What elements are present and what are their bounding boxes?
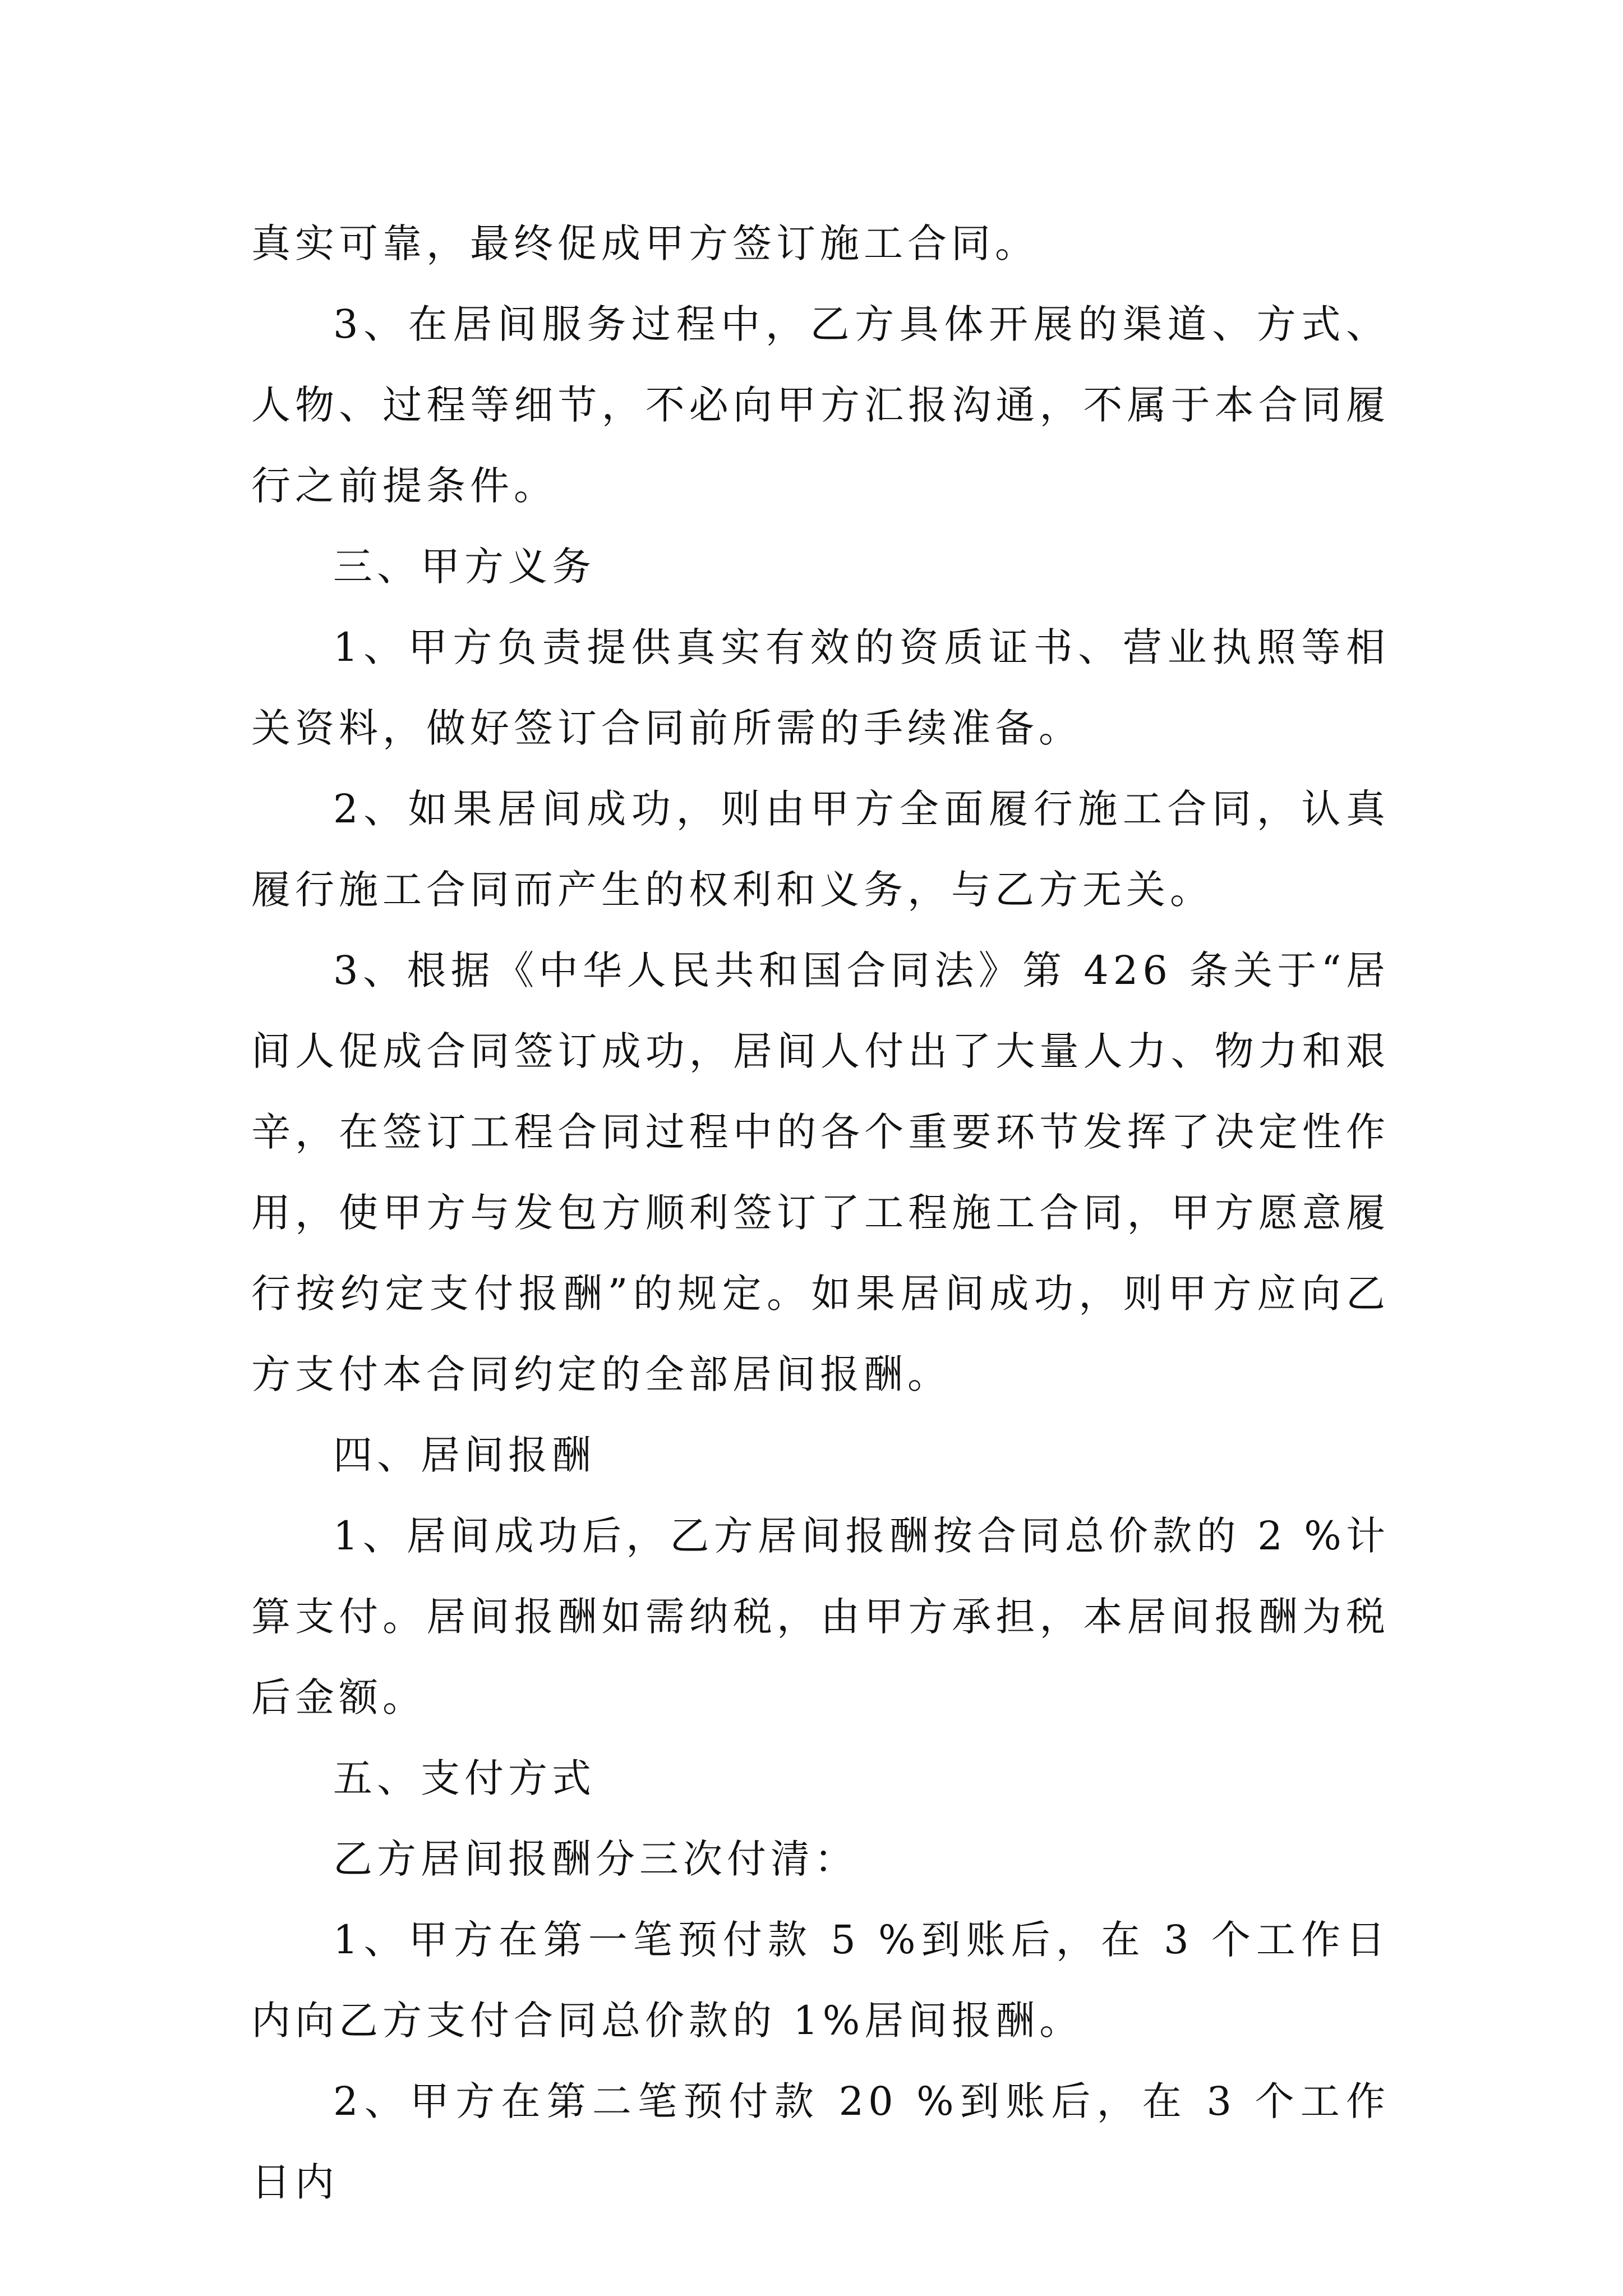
clause-3-1: 1、甲方负责提供真实有效的资质证书、营业执照等相关资料，做好签订合同前所需的手续准备。 bbox=[251, 624, 1390, 751]
clause-5-2: 2、甲方在第二笔预付款 20 %到账后，在 3 个工作日内 bbox=[251, 2078, 1390, 2205]
clause-4-1: 1、居间成功后，乙方居间报酬按合同总价款的 2 %计算支付。居间报酬如需纳税，由甲方承担，本居间报酬为税后金额。 bbox=[251, 1513, 1390, 1720]
clause-2-3: 3、在居间服务过程中，乙方具体开展的渠道、方式、人物、过程等细节，不必向甲方汇报沟通，不属于本合同履行之前提条件。 bbox=[251, 301, 1390, 509]
payment-intro: 乙方居间报酬分三次付清： bbox=[333, 1836, 858, 1882]
clause-5-1: 1、甲方在第一笔预付款 5 %到账后，在 3 个工作日内向乙方支付合同总价款的 1%居间报酬。 bbox=[251, 1917, 1390, 2044]
section-heading-4: 四、居间报酬 bbox=[333, 1432, 596, 1478]
clause-3-2: 2、如果居间成功，则由甲方全面履行施工合同，认真履行施工合同而产生的权利和义务，与乙方无关。 bbox=[251, 786, 1390, 913]
paragraph-continuation: 真实可靠，最终促成甲方签订施工合同。 bbox=[251, 220, 1039, 266]
document-body bbox=[251, 203, 1390, 2223]
section-heading-3: 三、甲方义务 bbox=[333, 544, 596, 590]
clause-3-3: 3、根据《中华人民共和国合同法》第 426 条关于“居间人促成合同签订成功，居间人付出了大量人力、物力和艰辛，在签订工程合同过程中的各个重要环节发挥了决定性作用，使甲方与发包方顺利签订了工程施工合同，甲方愿意履行按约定支付报酬”的规定。如果居间成功，则甲方应向乙方支付本合同约定的全部居间报酬。 bbox=[251, 947, 1390, 1397]
section-heading-5: 五、支付方式 bbox=[333, 1755, 596, 1801]
